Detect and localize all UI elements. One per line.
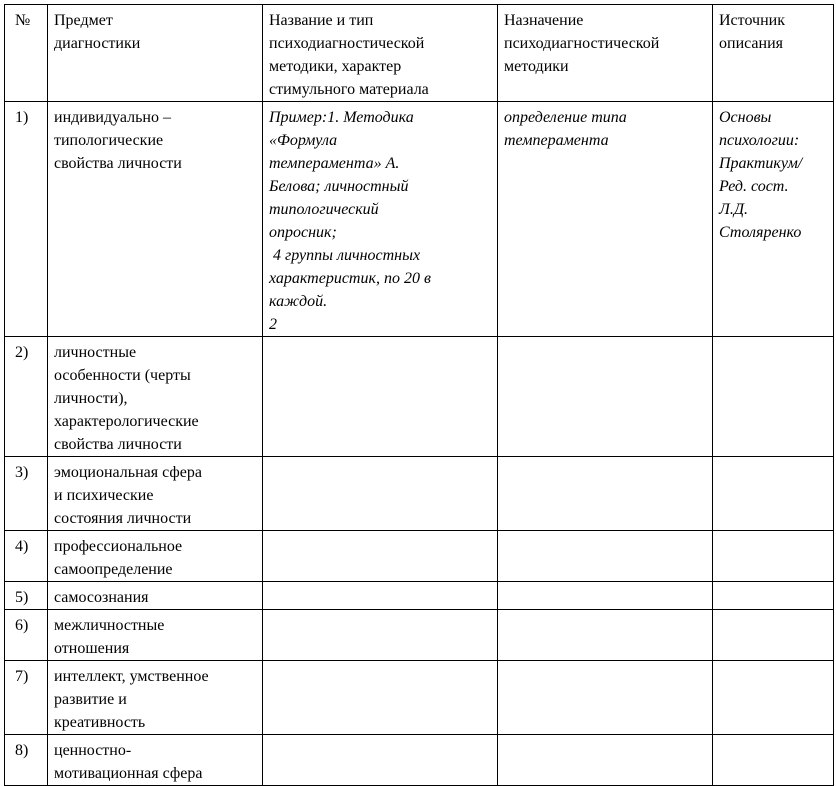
row-subject: индивидуально – типологические свойства личности [48, 102, 263, 337]
row-source: Основы психологии: Практикум/ Ред. сост. Л.Д. Столяренко [713, 102, 834, 337]
row-purpose[interactable] [498, 582, 713, 610]
row-method[interactable] [263, 582, 498, 610]
row-purpose[interactable] [498, 610, 713, 661]
row-subject: межличностные отношения [48, 610, 263, 661]
header-subject: Предмет диагностики [48, 5, 263, 102]
row-purpose[interactable] [498, 735, 713, 786]
header-purpose: Назначение психодиагностической методики [498, 5, 713, 102]
table-row [5, 102, 834, 337]
row-number: 3) [5, 457, 48, 531]
row-method[interactable] [263, 661, 498, 735]
table-row [5, 337, 834, 457]
row-source[interactable] [713, 661, 834, 735]
table-row [5, 457, 834, 531]
row-source[interactable] [713, 457, 834, 531]
row-method[interactable] [263, 735, 498, 786]
row-method[interactable] [263, 337, 498, 457]
row-source[interactable] [713, 735, 834, 786]
row-subject: личностные особенности (черты личности), характерологические свойства личности [48, 337, 263, 457]
row-method: Пример:1. Методика «Формула темперамента» А. Белова; личностный типологический опросник; 4 группы личностных характеристик, по 20 в каждой. 2 [263, 102, 498, 337]
row-number: 7) [5, 661, 48, 735]
header-number: № [5, 5, 48, 102]
row-method[interactable] [263, 531, 498, 582]
row-subject: самосознания [48, 582, 263, 610]
row-source[interactable] [713, 531, 834, 582]
table-header-row [5, 5, 834, 102]
header-source: Источник описания [713, 5, 834, 102]
diagnostics-table [4, 4, 834, 786]
row-source[interactable] [713, 337, 834, 457]
header-method: Название и тип психодиагностической методики, характер стимульного материала [263, 5, 498, 102]
row-subject: интеллект, умственное развитие и креативность [48, 661, 263, 735]
row-number: 4) [5, 531, 48, 582]
row-purpose[interactable] [498, 337, 713, 457]
table-row [5, 610, 834, 661]
row-subject: эмоциональная сфера и психические состояния личности [48, 457, 263, 531]
row-purpose: определение типа темперамента [498, 102, 713, 337]
row-source[interactable] [713, 582, 834, 610]
table-row [5, 531, 834, 582]
row-subject: ценностно- мотивационная сфера [48, 735, 263, 786]
row-number: 2) [5, 337, 48, 457]
row-number: 8) [5, 735, 48, 786]
row-source[interactable] [713, 610, 834, 661]
row-number: 6) [5, 610, 48, 661]
row-purpose[interactable] [498, 661, 713, 735]
row-subject: профессиональное самоопределение [48, 531, 263, 582]
table-row [5, 582, 834, 610]
row-number: 1) [5, 102, 48, 337]
row-purpose[interactable] [498, 457, 713, 531]
table-row [5, 661, 834, 735]
row-purpose[interactable] [498, 531, 713, 582]
row-method[interactable] [263, 457, 498, 531]
table-row [5, 735, 834, 786]
row-method[interactable] [263, 610, 498, 661]
row-number: 5) [5, 582, 48, 610]
